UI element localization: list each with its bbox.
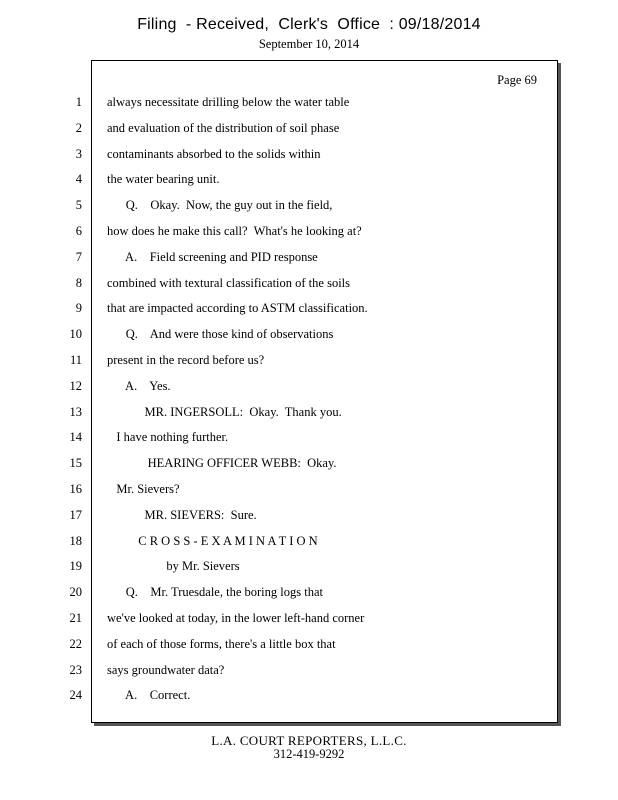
line-text: we've looked at today, in the lower left-hand corner — [107, 611, 365, 625]
line-text: present in the record before us? — [107, 353, 265, 367]
line-number: 24 — [69, 688, 82, 702]
line-number: 9 — [75, 301, 82, 315]
line-number: 21 — [69, 611, 82, 625]
line-number: 5 — [75, 198, 82, 212]
line-text: Mr. Sievers? — [107, 482, 180, 496]
line-text: always necessitate drilling below the water table — [107, 95, 350, 109]
line-number: 4 — [75, 172, 82, 186]
line-text: the water bearing unit. — [107, 172, 220, 186]
page-number: Page 69 — [497, 73, 537, 87]
line-number: 20 — [69, 585, 82, 599]
line-text: HEARING OFFICER WEBB: Okay. — [107, 456, 337, 470]
line-text: that are impacted according to ASTM classification. — [107, 301, 368, 315]
line-number: 13 — [69, 405, 82, 419]
line-number: 3 — [75, 147, 82, 161]
line-number: 17 — [69, 508, 82, 522]
line-text: Q. And were those kind of observations — [107, 327, 334, 341]
court-reporter-company: L.A. COURT REPORTERS, L.L.C. — [211, 733, 407, 748]
line-text: C R O S S - E X A M I N A T I O N — [107, 534, 318, 548]
line-text: MR. INGERSOLL: Okay. Thank you. — [107, 405, 342, 419]
line-number: 7 — [75, 250, 82, 264]
line-text: says groundwater data? — [107, 663, 225, 677]
line-text: by Mr. Sievers — [107, 559, 240, 573]
line-text: of each of those forms, there's a little box that — [107, 637, 336, 651]
line-number: 2 — [75, 121, 82, 135]
line-text: A. Yes. — [107, 379, 171, 393]
line-text: A. Field screening and PID response — [107, 250, 318, 264]
line-text: contaminants absorbed to the solids within — [107, 147, 321, 161]
line-number: 6 — [75, 224, 82, 238]
line-text: combined with textural classification of the soils — [107, 276, 350, 290]
line-text: MR. SIEVERS: Sure. — [107, 508, 257, 522]
line-text: I have nothing further. — [107, 430, 229, 444]
court-reporter-phone: 312-419-9292 — [273, 747, 345, 761]
line-text: Q. Okay. Now, the guy out in the field, — [107, 198, 333, 212]
filing-stamp: Filing - Received, Clerk's Office : 09/18/2014 — [137, 16, 481, 33]
line-number: 11 — [69, 353, 82, 367]
line-number: 12 — [69, 379, 82, 393]
line-text: A. Correct. — [107, 688, 191, 702]
line-text: Q. Mr. Truesdale, the boring logs that — [107, 585, 323, 599]
line-number: 16 — [69, 482, 82, 496]
transcript-date: September 10, 2014 — [258, 37, 360, 51]
line-number: 10 — [69, 327, 82, 341]
line-number: 23 — [69, 663, 82, 677]
line-number: 22 — [69, 637, 82, 651]
line-number: 18 — [69, 534, 82, 548]
line-number: 19 — [69, 559, 82, 573]
line-text: and evaluation of the distribution of soil phase — [107, 121, 340, 135]
line-number: 14 — [69, 430, 82, 444]
line-text: how does he make this call? What's he looking at? — [107, 224, 362, 238]
line-number: 8 — [75, 276, 82, 290]
line-number: 1 — [75, 95, 82, 109]
line-number: 15 — [69, 456, 82, 470]
